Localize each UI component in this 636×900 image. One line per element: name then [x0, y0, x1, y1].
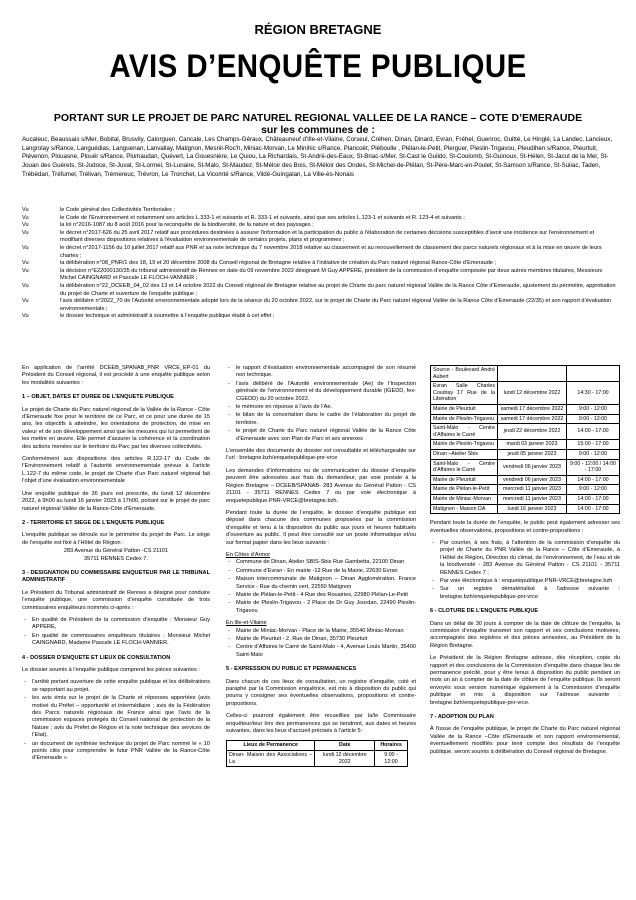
address-line: 35711 RENNES Cedex 7.: [84, 555, 148, 562]
table-cell: Dinan –Atelier Sbis: [431, 449, 498, 459]
section-6-title: 6 - CLOTURE DE L’ENQUETE PUBLIQUE: [430, 608, 539, 615]
vu-item: [22, 313, 618, 321]
paragraph: Le dossier soumis à l’enquête publique comprend les pièces suivantes :: [22, 667, 200, 673]
vu-label: Vu: [22, 313, 29, 320]
table-cell: 14:00 - 17:00: [567, 504, 620, 514]
vu-item: [22, 298, 618, 313]
list-item: - Mairie de Plélan-le-Petit - 4 Rue des Rouairies, 22980 Plélan-Le-Petit: [236, 592, 416, 599]
table-row: [431, 440, 620, 450]
table-row: [431, 382, 620, 405]
list-item: - Mairie de Pleurtuit - 2, Rue de Dinan, 35730 Pleurtuit: [236, 636, 416, 643]
table-cell: vendredi 06 janvier 2023: [498, 459, 567, 475]
table-cell: samedi 17 décembre 2022: [498, 404, 567, 414]
table-row: [431, 459, 620, 475]
paragraph: Celles-ci pourront également être recueillies par la/le Commissaire enquêteur/teur lors des permanences qui se tiendront, aux dates et heures suivantes, dans les lieux d’accueil précisés à l’article 5:: [226, 713, 416, 735]
table-cell: Mairie de Plélan-le-Petit: [431, 485, 498, 495]
table-cell: lundi 12 décembre 2022: [315, 751, 375, 767]
paragraph: Pendant toute la durée de l’enquête, le public peut également adresser ses éventuelles observations, propositions et contre-propositions :: [430, 520, 620, 534]
table-header: Horaires: [375, 741, 408, 751]
vu-text: la décision n°E22000130/35 du tribunal administratif de Rennes en date du 09 novembre 2022 désignant M Guy APPERE, président de la commission d’enquête composée par deux autres membres titulaires, Messieurs Michel CAINGNARD et Pascale LE FLOCH-VANNIER ;: [60, 267, 603, 282]
vu-text: le décret n°2017-1156 du 10 juillet 2017 relatif aux PNR et sa note technique du 7 novembre 2018 relative au classement et au renouvellement de classement des parcs naturels régionaux et à la mise en œuvre de leurs chartes ;: [60, 244, 602, 259]
table-row: [431, 504, 620, 514]
vu-item: [22, 260, 618, 268]
list-item: - le projet de Charte du Parc naturel régional Vallée de la Rance Côte d’Emeraude avec son Plan de Parc et ses annexes: [236, 428, 416, 443]
table-cell: Mairie de Miniac-Morvan: [431, 494, 498, 504]
vu-label: Vu: [22, 222, 29, 229]
list-item: - Maison intercommunale de Matignon – Dinan Agglomération, France Service - Rue du chemin vert, 22550 Matignon: [236, 576, 416, 591]
table-cell: 9:00 - 12:00: [375, 751, 408, 767]
table-cell: mardi 03 janvier 2023: [498, 440, 567, 450]
list-item: - le mémoire en réponse à l’avis de l’Ae.: [236, 404, 416, 411]
list-item: - Sur un registre dématérialisé à l’adresse suivante : bretagne.bzh/enquetepublique-pnr-vrce: [440, 586, 620, 601]
vu-label: Vu: [22, 282, 29, 289]
table-cell: Saint-Malo - Centre d’Affaires le Carré: [431, 459, 498, 475]
vu-text: le dossier technique et administratif à soumettre à l’enquête publique établi à cet effet ;: [60, 313, 275, 320]
list-item: - les avis émis sur le projet de la Charte et réponses apportées (avis motivé du Préfet – opportunité et intermédiaire ; avis de la Fédération des Parcs naturels régionaux de France ainsi que l’avis de la commission espaces protégés du Conseil national de protection de la Nature ; avis du Préfet de Région et la note technique des services de l’Etat).: [32, 695, 210, 739]
vu-item: [22, 268, 618, 283]
list-item: - Mairie de Pleslin-Trigavou - 2 Place de Dr Guy Jourdan, 22490 Pleslin-Trigavou: [236, 600, 416, 615]
dossier-list-continued: [226, 365, 416, 443]
paragraph: Une enquête publique de 36 jours est prescrite, du lundi 12 décembre 2022, à 9h00 au lundi 16 janvier 2023 à 17h00, portant sur le projet de parc naturel régional Vallée de la Rance-Côte d’Emeraude.: [22, 490, 210, 512]
table-row: [431, 449, 620, 459]
table-header: Date: [315, 741, 375, 751]
location-list: [226, 628, 416, 660]
vu-list: [22, 207, 618, 321]
list-item: - Centre d’Affaires le Carré de Saint-Malo - 4, Avenue Louis Martin, 35400 Saint-Malo: [236, 644, 416, 659]
list-item: - l’avis délibéré de l’Autorité environnementale (Ae) de l’Inspection générale de l’environnement et du développement durable (IGEDD, fex-CGEDD) du 20 octobre 2022.: [236, 381, 416, 403]
paragraph: L’ensemble des documents du dossier est consultable et téléchargeable sur l’url : bretagne.bzh/enquetepublique-pnr-vrce: [226, 448, 416, 462]
vu-item: [22, 207, 618, 215]
table-row: [431, 475, 620, 485]
permanence-table: [430, 365, 620, 514]
vu-label: Vu: [22, 298, 29, 305]
table-cell: Mairie de Pleurtuit: [431, 404, 498, 414]
paragraph: Dans un délai de 30 jours à compter de la date de clôture de l’enquête, la commission d’enquête transmet son rapport et ses conclusions motivées, accompagnés des registres et des pièces annexées, au Président de la Région Bretagne.: [430, 620, 620, 649]
list-item: - Par courrier, à ses frais, à l’attention de la commission d’enquête du projet de Charte du PNR Vallée de la Rance – Côte d’Emeraude, à l’Hôtel de Région, Direction du climat, de l’environnement, de l’eau et de la biodiversité - 283 Avenue du Général Patton - CS 21101 - 35711 RENNES Cedex 7 ;: [440, 540, 620, 577]
region-heading: RÉGION BRETAGNE: [254, 22, 382, 37]
table-cell: mercredi 11 janvier 2023: [498, 485, 567, 495]
dossier-list: [22, 679, 210, 762]
vu-text: le Code général des Collectivités Territoriales ;: [60, 207, 175, 213]
table-cell: 9:00 - 12:00: [567, 404, 620, 414]
paragraph: L’enquête publique se déroule sur le périmètre du projet de Parc. Le siège de l’enquête est fixé à l’Hôtel de Région :: [22, 532, 210, 546]
table-cell: Mairie de Pleurtuit: [431, 475, 498, 485]
paragraph: Pendant toute la durée de l’enquête, le dossier d’enquête publique est déposé dans chacune des communes proposées par la commission d’enquête et tenu à la disposition du public aux jours et heures habituels d’ouverture au public. Il peut être consulté sur un poste informatique et/ou sur format papier dans les lieux suivants :: [226, 509, 416, 546]
vu-text: le Code de l’Environnement et notamment ses articles L.333-1 et suivants et R. 333-1 et suivants, ainsi que ses articles L.123-1 et suivants et R. 123-4 et suivants ;: [60, 214, 465, 221]
list-item: - l’arrêté portant ouverture de cette enquête publique et les délibérations se rapportant au projet.: [32, 679, 210, 694]
table-cell: 15:00 - 17:00: [567, 440, 620, 450]
list-item: - Commune de Dinan, Atelier SBIS-Sbis Rue Gambetta, 22100 Dinan: [236, 559, 416, 566]
list-item: - un document de synthèse technique du projet de Parc nommé le « 10 points clés pour comprendre le futur PNR Vallée de la Rance-Côte d’Emeraude ».: [32, 741, 210, 763]
column-2: [226, 365, 416, 767]
paragraph: Conformément aux dispositions des articles R.122-17 du Code de l’Environnement relatif à l’autorité environnementale prévue à l’article L.122-7 du même code, le projet de Charte d’un Parc naturel régional fait l’objet d’une évaluation environnementale: [22, 456, 210, 485]
table-row: [431, 366, 620, 382]
paragraph: Les demandes d’informations ou de communication du dossier d’enquête peuvent être adressées aux frais du demandeur, par voie postale à la Région Bretagne – DCEEB/SPANAB- 283 Avenue du Général Patton - CS 21101 - 35711 RENNES Cedex 7 ou par voie électronique à enquetepublique.PNR-VRCE@bretagne.bzh.: [226, 467, 416, 504]
table-row: [431, 424, 620, 440]
table-cell: [498, 366, 567, 382]
table-cell: Dinan- Maison des Associations – La: [227, 751, 315, 767]
vu-item: [22, 283, 618, 298]
table-row: [227, 751, 408, 767]
page-title: AVIS D’ENQUÊTE PUBLIQUE: [109, 48, 527, 84]
vu-label: Vu: [22, 229, 29, 236]
paragraph: Dans chacun de ces lieux de consultation, un registre d’enquête, coté et paraphé par la Commission enquêtrice, est mis à disposition du public qui pourra y consigner ses éventuelles observations, propositions et contre-propositions.: [226, 678, 416, 707]
list-item: - En qualité de Président de la commission d’enquête : Monsieur Guy APPERE,: [32, 617, 210, 632]
vu-label: Vu: [22, 267, 29, 274]
section-1-title: 1 – OBJET, DATES ET DUREE DE L’ENQUETE PUBLIQUE: [22, 394, 174, 401]
communes-heading: sur les communes de :: [261, 124, 375, 136]
table-cell: Evran Salle Charles Coudray 17 Rue de la Libération: [431, 382, 498, 405]
list-item: - le bilan de la concertation dans le cadre de l’élaboration du projet de territoire.: [236, 412, 416, 427]
table-cell: jeudi 05 janvier 2023: [498, 449, 567, 459]
table-cell: Source - Boulevard André Aubert: [431, 366, 498, 382]
table-cell: 14:30 - 17:00: [567, 382, 620, 405]
table-cell: Matignon - Maison DA: [431, 504, 498, 514]
vu-text: la délibération n°22_DCEEB_04_02 des 13 et 14 octobre 2022 du Conseil régional de Bretagne relative au projet de Charte du parc naturel régional Vallée de la Rance Côte d’Emeraude, ajustement du périmètre, approbation du projet de Charte et ouverture de l’enquête publique ;: [60, 282, 616, 297]
contact-list: [430, 540, 620, 601]
vu-text: l’avis délibéré n°2022_70 de l’Autorité environnementale adopté lors de la séance du 20 octobre 2022, sur le projet de Charte du Parc naturel régional Vallée de la Rance Côte d’Emeraude (22/35) et son rapport d’évaluation environnementale ;: [60, 298, 612, 312]
table-cell: mercredi 11 janvier 2023: [498, 494, 567, 504]
vu-item: [22, 215, 618, 223]
vu-item: [22, 245, 618, 260]
table-header: Lieux de Permanence: [227, 741, 315, 751]
table-cell: vendredi 06 janvier 2023: [498, 475, 567, 485]
table-cell: Saint-Malo - Centre d’Affaires le Carré: [431, 424, 498, 440]
table-cell: Mairie de Pleslin-Trigavou: [431, 440, 498, 450]
commission-list: [22, 617, 210, 648]
list-item: - Commune d’Evran - En mairie -12 Rue de la Mairie, 22630 Evran: [236, 568, 416, 575]
column-1: [22, 365, 210, 768]
vu-label: Vu: [22, 260, 29, 267]
paragraph: À l’issue de l’enquête publique, le projet de Charte du Parc naturel régional Vallée de la Rance –Côte d’Emeraude et son rapport environnemental, éventuellement modifiés pour tenir compte des résultats de l’enquête publique, seront soumis à délibération du Conseil régional de Bretagne.: [430, 726, 620, 755]
table-cell: 14:00 - 17:00: [567, 494, 620, 504]
list-item: - le rapport d’évaluation environnementale accompagné de son résumé non technique.: [236, 365, 416, 380]
paragraph: Le Président du Tribunal administratif de Rennes a désigné pour conduire l’enquête publique, une commission d’enquête constituée de trois commissaires enquêteurs nommés ci-après :: [22, 589, 210, 611]
communes-list: Aucaleuc, Beaussais s/Mer, Bobital, Brusvily, Calorguen, Cancale, Les Champs-Géraux, Châteauneuf d'Ille-et-Vilaine, Corseul, Créhen, Dinan, Dinard, Evran, Fréhel, Guenroc, Guitté, Le Hinglé, La Landec, Lancieux, Langrolay s/Rance, Languédias, Languenan, Lanvallay, Matignon, Mesnil-Roc'h, Miniac-Morvan, Le Minihic s/Rance, Plancoët, Pléboulle , Plélan-le-Petit, Plerguer, Pleslin-Trigavou, Pleudihen s/Rance, Pleurtuit, Plévenon, Plouasne, Plouër s/Rance, Plumaudan, Quévert, La Gouesnière, Le Quiou, La Richardais, St-André-des-Eaux, St-Briac-s/Mer, St-Cast le Guildo, St-Coulomb, St-Guinoux, St-Hélen, St-Jacut de la Mer, St-Jouan des Guérets, St-Judoce, St-Juvat, St-Lormel, St-Lunaire, St-Malo, St-Maudez, St-Méloir des Bois, St-Méloir des Ondes, St-Michel-de-Plélan, St-Père-Marc-en-Poulet, St-Samson s/Rance, St-Suliac, Taden, Trébédan, Tréfumel, Trélivan, Trémereuc, Trévron, Le Tronchet, La Vicomté s/Rance, Vildé-Guingalan, La Ville-ès-Nonais: [22, 136, 613, 178]
intro-paragraph: En application de l’arrêté DCEEB_SPANAB_PNR VRCE_EP-01 du Président du Conseil régional, il est procédé à une enquête publique selon les modalités suivantes :: [22, 365, 210, 386]
section-4-title: 4 - DOSSIER D’ENQUETE ET LIEUX DE CONSULTATION: [22, 654, 171, 661]
table-cell: samedi 17 décembre 2022: [498, 414, 567, 424]
vu-text: la délibération n°08_PNR/1 des 18, 19 et 20 décembre 2008 du Conseil régional de Bretagne relative à l’initiative de création du Parc naturel régional Rance-Côte d’Emeraude ;: [60, 260, 497, 267]
section-7-title: 7 - ADOPTION DU PLAN: [430, 714, 494, 721]
table-row: [431, 485, 620, 495]
table-cell: lundi 12 décembre 2022: [498, 382, 567, 405]
table-cell: 9:00 - 12:00 / 14:00 - 17:00: [567, 459, 620, 475]
paragraph: Le projet de Charte du Parc naturel régional de la Vallée de la Rance - Côte d’Emeraude fixe pour le territoire de ce Parc, et ce pour une durée de 15 ans, les objectifs à atteindre, les orientations de protection, de mise en valeur et de son développement ainsi que les mesures qui lui permettent de les mettre en œuvre. Elle permet d’assurer la cohérence et la coordination des actions menées sur le territoire du Parc par les diverses collectivités.: [22, 406, 210, 450]
table-cell: jeudi 22 décembre 2022: [498, 424, 567, 440]
list-item: - En qualité de commissaires enquêteurs titulaires : Monsieur Michel CAINGNARD, Madame Pascale LE FLOCH-VANNIER.: [32, 633, 210, 648]
vu-item: [22, 222, 618, 230]
section-3-title: 3 - DESIGNATION DU COMMISSAIRE ENQUETEUR PAR LE TRIBUNAL ADMINISTRATIF: [22, 569, 210, 584]
department-heading: En Côtes d’Armor: [226, 551, 271, 558]
subtitle: PORTANT SUR LE PROJET DE PARC NATUREL REGIONAL VALLEE DE LA RANCE – COTE D’EMERAUDE: [53, 112, 583, 124]
vu-text: le décret n°2017-626 du 25 avril 2017 relatif aux procédures destinées à assurer l'information et la participation du public à l'élaboration de certaines décisions susceptibles d'avoir une incidence sur l'environnement et modifiant diverses dispositions relatives à l'évaluation environnementale de certains projets, plans et programmes ;: [60, 229, 595, 244]
department-heading: En Ille-et-Vilaine: [226, 620, 267, 627]
paragraph: Le Président de la Région Bretagne adresse, dès réception, copie du rapport et des conclusions de la Commission d’enquête dans chaque lieu de permanence précité, pour y être tenus à disposition du public pendant un mois un an à compter de la date de clôture de l’enquête publique. Ils seront envoyés sous version numérique également à la Commission d’enquête publique et mis à disposition sur l’adresse suivante : bretagne.bzh/enquetepublique-pnr-vrce.: [430, 655, 620, 706]
vu-label: Vu: [22, 214, 29, 221]
table-cell: lundi 16 janvier 2023: [498, 504, 567, 514]
column-3: [430, 365, 620, 761]
table-cell: [567, 366, 620, 382]
list-item: - Mairie de Miniac-Morvan - Place de la Mairie, 35540 Miniac-Morvan: [236, 628, 416, 635]
list-item: - Par voie électronique à : enquetepublique.PNR-VRCE@bretagne.bzh: [440, 578, 620, 585]
section-5-title: 5 - EXPRESSION DU PUBLIC ET PERMANENCES: [226, 666, 357, 673]
address-line: 283 Avenue du Général Patton -CS 21101: [63, 548, 169, 555]
location-list: [226, 559, 416, 615]
table-cell: 14:00 - 17:00: [567, 475, 620, 485]
table-row: [431, 494, 620, 504]
table-cell: 9:00 - 12:00: [567, 449, 620, 459]
section-2-title: 2 - TERRITOIRE ET SIEGE DE L’ENQUETE PUBLIQUE: [22, 519, 165, 526]
table-cell: 9:00 - 12:00: [567, 485, 620, 495]
vu-item: [22, 230, 618, 245]
vu-text: la loi n°2016-1087 du 8 août 2016 pour la reconquête de la biodiversité, de la nature et des paysages ;: [60, 222, 314, 229]
table-row: [431, 404, 620, 414]
table-cell: Mairie de Pleslin-Trigavou: [431, 414, 498, 424]
table-cell: 9:00 - 12:00: [567, 414, 620, 424]
permanence-table-start: [226, 740, 408, 767]
table-row: [431, 414, 620, 424]
vu-label: Vu: [22, 244, 29, 251]
vu-label: Vu: [22, 207, 29, 213]
table-cell: 14:00 - 17:00: [567, 424, 620, 440]
